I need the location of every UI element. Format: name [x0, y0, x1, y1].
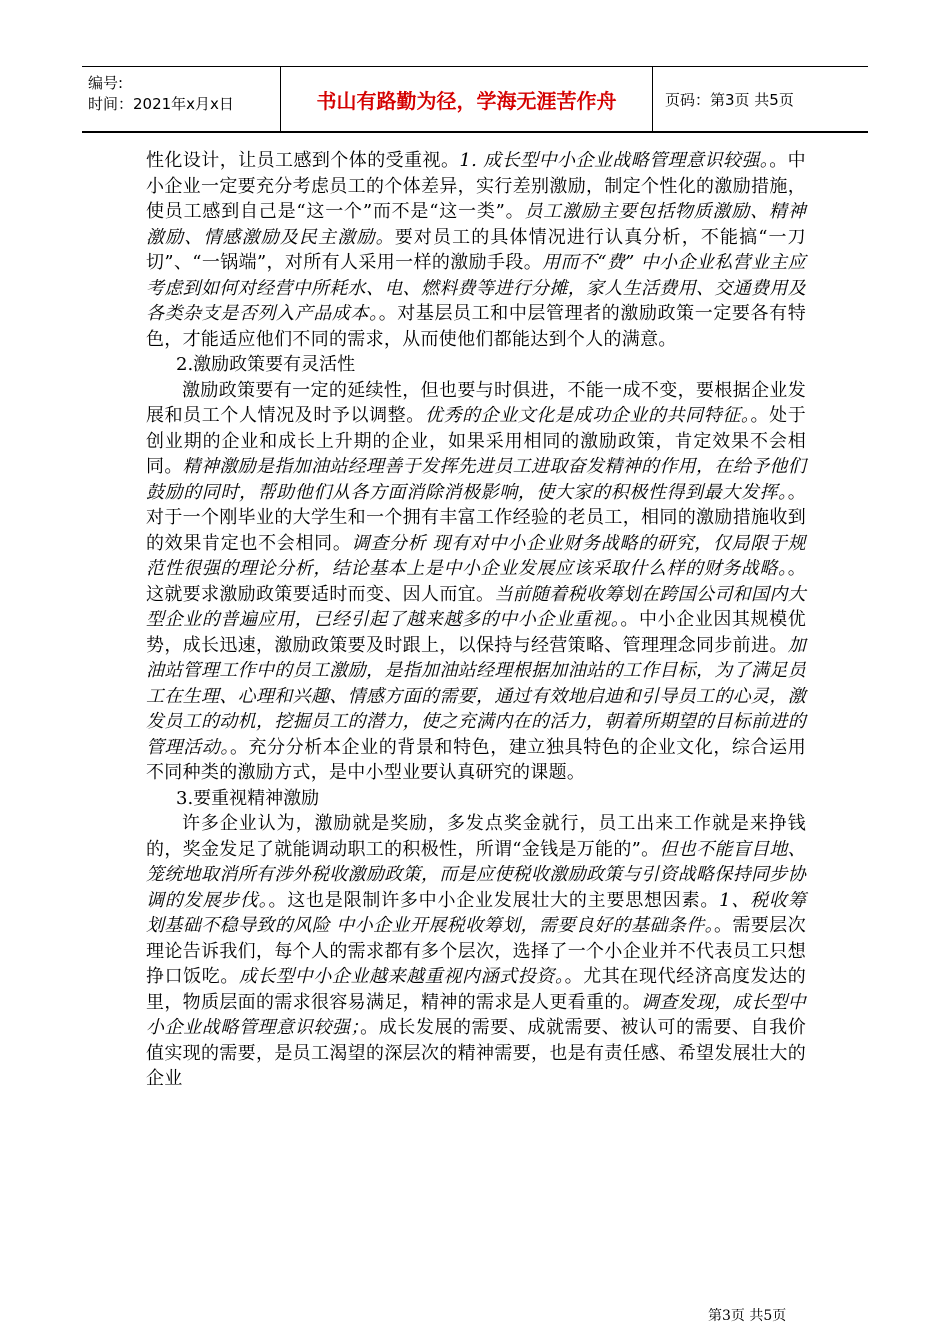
- text-run: 。尤其在现代经济高度发达的里，物质层面的需求很容易满足，精神的需求是人更看重的。: [146, 966, 807, 1013]
- text-run: 要对员工的具体情况进行认真分析，不能搞“一刀切”、“一锅端”，对所有人采用一样的激励手段。: [146, 226, 806, 273]
- text-run: 许多企业认为，激励就是奖励，多发点奖金就行，员工出来工作就是来挣钱的，奖金发足了就能调动职工的积极性，所谓“金钱是万能的”。: [146, 813, 806, 860]
- text-run: 。对基层员工和中层管理者的激励政策一定要各有特色，才能适应他们不同的需求，从而使他们都能达到个人的满意。: [146, 303, 806, 350]
- header-motto: 书山有路勤为径，学海无涯苦作舟: [281, 67, 653, 131]
- paragraph-2: [146, 378, 806, 786]
- text-run: 。处于创业期的企业和成长上升期的企业，如果采用相同的激励政策，肯定效果不会相同。: [146, 405, 806, 477]
- page-header: [82, 66, 868, 133]
- text-run-italic: 调查发现，成长型中小企业战略管理意识较强；: [146, 991, 806, 1038]
- document-body: [146, 148, 806, 1092]
- text-run-italic: 调查分析 现有对中小企业财务战略的研究，仅局限于规范性很强的理论分析，结论基本上是中小企业发展应该采取什么样的财务战略。: [146, 532, 806, 579]
- paragraph-3: [146, 811, 806, 1092]
- header-page-info: 页码：第3页 共5页: [665, 90, 794, 109]
- text-run: 。充分分析本企业的背景和特色，建立独具特色的企业文化，综合运用不同种类的激励方式，是中小型业要认真研究的课题。: [146, 736, 807, 783]
- text-run: 。中小企业因其规模优势，成长迅速，激励政策要及时跟上，以保持与经营策略、管理理念同步前进。: [146, 609, 806, 656]
- text-run-italic: 1、税收筹划基础不稳导致的风险 中小企业开展税收筹划，需要良好的基础条件。: [146, 889, 807, 936]
- text-run-italic: 加油站管理工作中的员工激励，是指加油站经理根据加油站的工作目标，为了满足员工在生理、心理和兴趣、情感方面的需要，通过有效地启迪和引导员工的心灵，激发员工的动机，挖掘员工的潜力，使之充满内在的活力，朝着所期望的目标前进的管理活动。: [146, 634, 806, 758]
- text-run-italic: 精神激励是指加油站经理善于发挥先进员工进取奋发精神的作用，在给予他们鼓励的同时，帮助他们从各方面消除消极影响，使大家的积极性得到最大发挥。: [146, 456, 806, 503]
- text-run: 。这就要求激励政策要适时而变、因人而宜。: [146, 558, 806, 605]
- section-heading-3: 3.要重视精神激励: [176, 787, 320, 809]
- section-heading-2: 2.激励政策要有灵活性: [176, 354, 356, 375]
- text-run-italic: 用而不“费” 中小企业私营业主应考虑到如何对经营中所耗水、电、燃料费等进行分摊，家人生活费用、交通费用及各类杂支是否列入产品成本。: [146, 252, 806, 324]
- text-run-italic: 但也不能盲目地、笼统地取消所有涉外税收激励政策，而是应使税收激励政策与引资战略保持同步协调的发展步伐。: [146, 838, 806, 911]
- text-run: 性化设计，让员工感到个体的受重视。: [146, 150, 460, 171]
- text-run: 。对于一个刚毕业的大学生和一个拥有丰富工作经验的老员工，相同的激励措施收到的效果肯定也不会相同。: [146, 481, 806, 554]
- text-run: 激励政策要有一定的延续性，但也要与时俱进，不能一成不变，要根据企业发展和员工个人情况及时予以调整。: [146, 379, 806, 426]
- text-run-italic: 员工激励主要包括物质激励、精神激励、情感激励及民主激励。: [146, 201, 806, 248]
- text-run: 。成长发展的需要、成就需要、被认可的需要、自我价值实现的需要，是员工渴望的深层次的精神需要，也是有责任感、希望发展壮大的企业: [146, 1017, 806, 1089]
- text-run: 。需要层次理论告诉我们，每个人的需求都有多个层次，选择了一个小企业并不代表员工只想挣口饭吃。: [146, 915, 806, 987]
- text-run-italic: 当前随着税收筹划在跨国公司和国内大型企业的普遍应用，已经引起了越来越多的中小企业重视。: [146, 583, 806, 630]
- header-meta: [82, 67, 281, 131]
- text-run-italic: 成长型中小企业越来越重视内涵式投资。: [238, 966, 565, 987]
- document-time-label: 时间：2021年x月x日: [88, 95, 234, 113]
- text-run: 。这也是限制许多中小企业发展壮大的主要思想因素。: [268, 889, 720, 911]
- page-footer: 第3页 共5页: [708, 1308, 787, 1324]
- paragraph-1: [146, 148, 806, 352]
- document-number-label: 编号:: [88, 74, 124, 92]
- text-run: 。中小企业一定要充分考虑员工的个体差异，实行差别激励，制定个性化的激励措施，使员工感到自己是“这一个”而不是“这一类”。: [146, 150, 806, 222]
- text-run-italic: 1. 成长型中小企业战略管理意识较强。: [459, 150, 770, 171]
- text-run-italic: 优秀的企业文化是成功企业的共同特征。: [424, 405, 751, 426]
